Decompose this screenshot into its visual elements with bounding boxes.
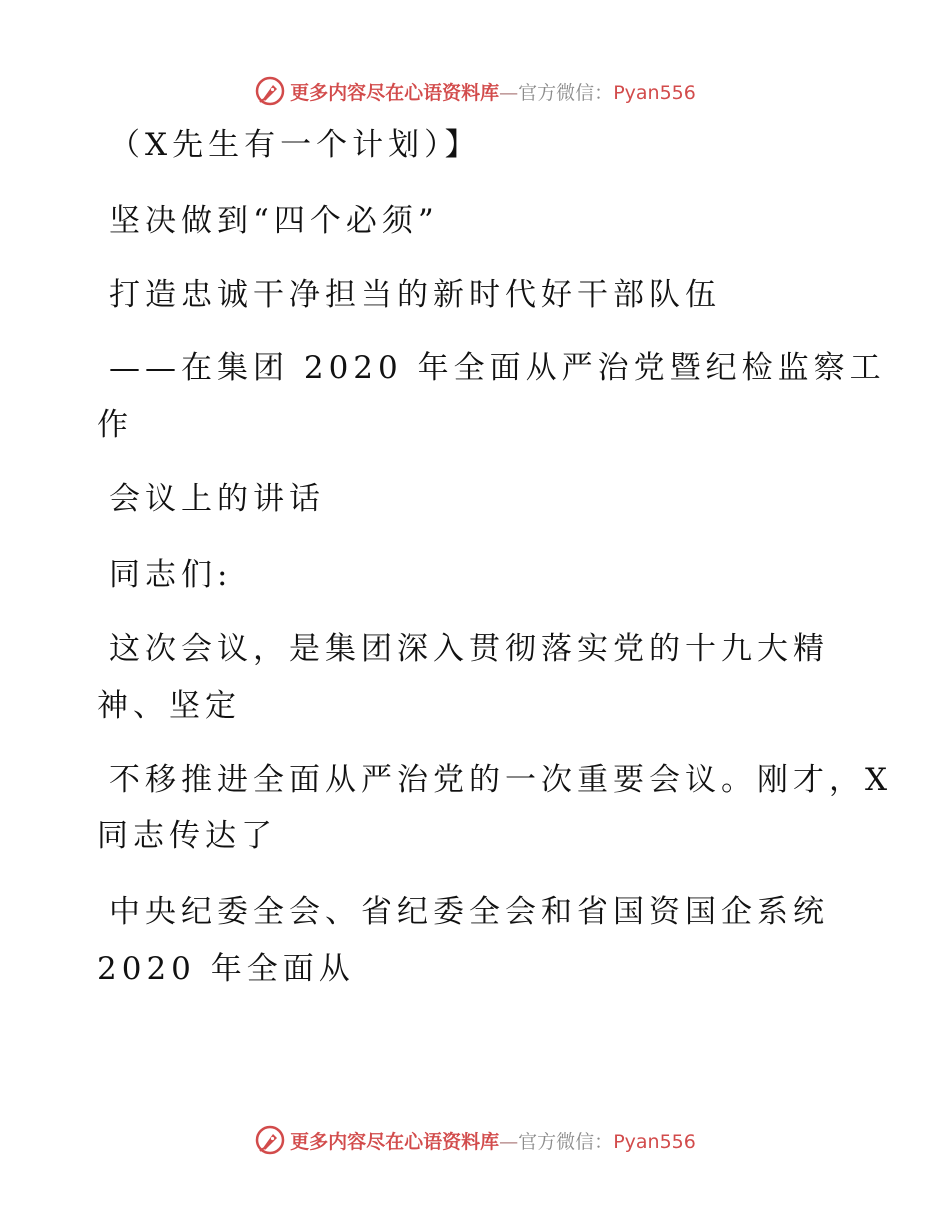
text-line: 同志传达了 <box>97 818 277 854</box>
watermark-wechat-label: 官方微信： <box>518 81 614 104</box>
text-line: 中央纪委全会、省纪委全会和省国资国企系统 <box>109 894 829 930</box>
watermark-dash: — <box>499 81 519 104</box>
watermark-wechat-label: 官方微信： <box>518 1130 614 1153</box>
text-line: 打造忠诚干净担当的新时代好干部队伍 <box>109 277 721 313</box>
pen-nib-logo-icon <box>254 1124 286 1156</box>
header-watermark <box>0 71 950 111</box>
watermark-site-text: 更多内容尽在心语资料库 <box>290 81 500 104</box>
footer-watermark <box>0 1120 950 1160</box>
text-line: 同志们: <box>109 557 233 593</box>
pen-nib-logo-icon <box>254 75 286 107</box>
text-line: ——在集团 2020 年全面从严治党暨纪检监察工 <box>109 350 886 386</box>
text-line: 不移推进全面从严治党的一次重要会议。刚才，X <box>109 762 893 798</box>
text-line: 会议上的讲话 <box>109 481 325 517</box>
text-line: 2020 年全面从 <box>97 951 355 987</box>
text-line: （X先生有一个计划）】 <box>109 127 481 163</box>
text-line: 坚决做到“四个必须” <box>109 203 439 239</box>
text-line: 这次会议，是集团深入贯彻落实党的十九大精 <box>109 631 829 667</box>
text-line: 神、坚定 <box>97 688 241 724</box>
watermark-site-text: 更多内容尽在心语资料库 <box>290 1130 500 1153</box>
watermark-wechat-id: Pyan556 <box>613 81 696 104</box>
text-line: 作 <box>97 407 133 443</box>
watermark-dash: — <box>499 1130 519 1153</box>
watermark-wechat-id: Pyan556 <box>613 1130 696 1153</box>
